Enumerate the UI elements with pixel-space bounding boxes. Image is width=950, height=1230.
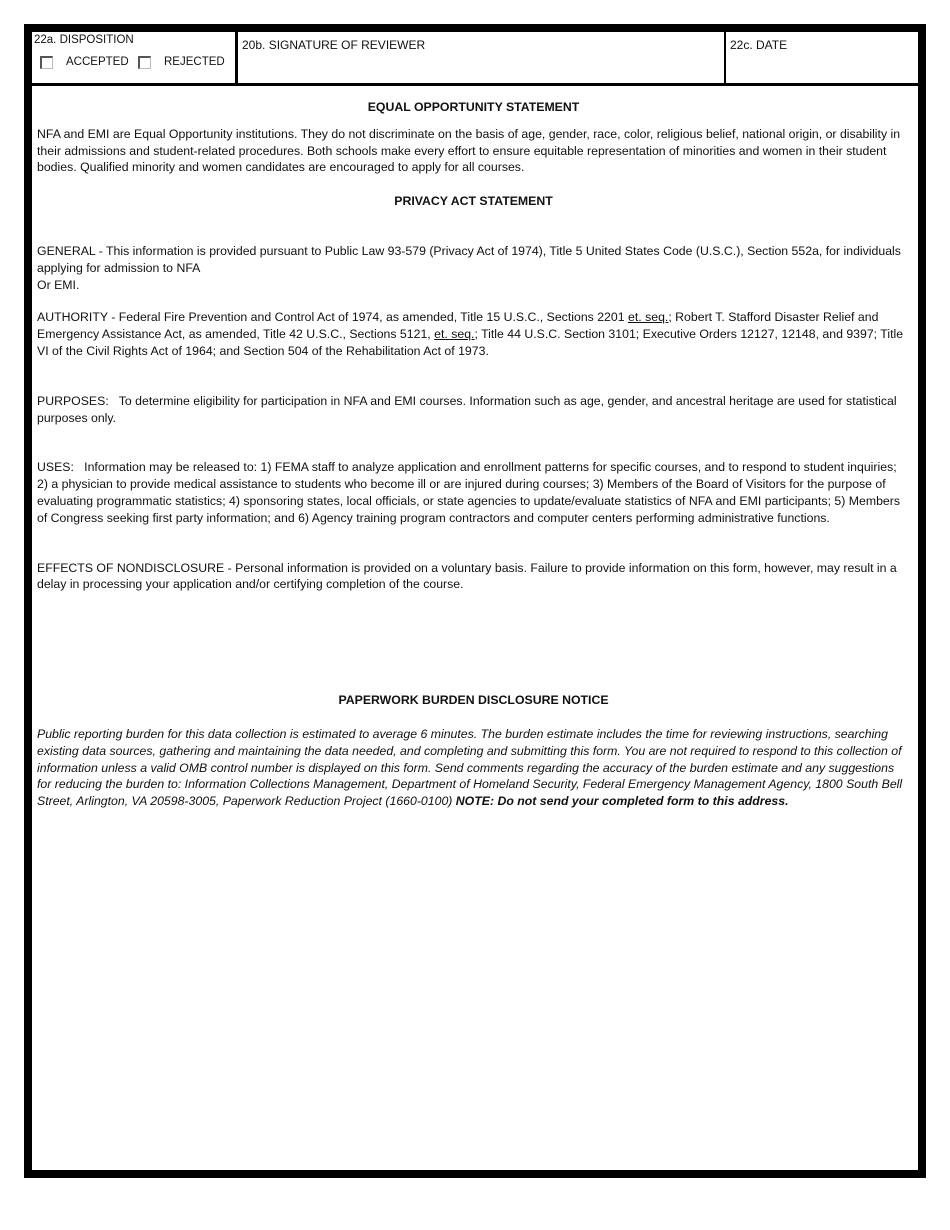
date-label: 22c. DATE (730, 38, 788, 52)
accepted-label: ACCEPTED (66, 56, 129, 68)
authority-et-seq-1: et. seq. (628, 310, 669, 325)
paperwork-text: Public reporting burden for this data collection is estimated to average 6 minutes. The burden estimate includes the time for reviewing instructions, searching existing data sources, gathering and maintaining the data needed, and completing and submitting this form. You are not required to respond to this collection of information unless a valid OMB control number is displayed on this form. Send comments regarding the accuracy of the burden estimate and any suggestions for reducing the burden to: Information Collections Management, Department of Homeland Security, Federal Emergency Management Agency, 1800 South Bell Street, Arlington, VA 20598-3005, Paperwork Reduction Project (1660-0100) (37, 726, 903, 809)
statements-content (37, 86, 910, 810)
rejected-checkbox[interactable] (138, 56, 151, 69)
privacy-act-heading: PRIVACY ACT STATEMENT (394, 194, 553, 209)
privacy-general-line2: Or EMI. (37, 277, 80, 292)
paperwork-body (37, 726, 910, 810)
authority-text-1: AUTHORITY - Federal Fire Prevention and Control Act of 1974, as amended, Title 15 U.S.C., Sections 2201 (37, 310, 628, 325)
paperwork-note: NOTE: Do not send your completed form to this address. (455, 794, 789, 809)
authority-et-seq-2: et. seq. (434, 327, 475, 342)
authority-text-2: ; Robert T. Stafford Disaster Relief and Emergency Assistance Act, as amended, Title 42 U.S.C., Sections 5121, (37, 310, 879, 342)
privacy-general (37, 243, 910, 293)
disposition-cell (32, 32, 238, 83)
privacy-purposes: PURPOSES: To determine eligibility for participation in NFA and EMI courses. Information such as age, gender, and ancestral heritage are used for statistical purposes only. (37, 393, 901, 425)
rejected-label: REJECTED (164, 56, 225, 68)
equal-opportunity-heading: EQUAL OPPORTUNITY STATEMENT (367, 100, 580, 114)
accepted-checkbox[interactable] (40, 56, 53, 69)
paperwork-heading: PAPERWORK BURDEN DISCLOSURE NOTICE (338, 693, 609, 708)
privacy-authority (37, 309, 910, 359)
authority-text-3: ; Title 44 U.S.C. Section 3101; Executive Orders 12127, 12148, and 9397; Title VI of the Civil Rights Act of 1964; and Section 504 of the Rehabilitation Act of 1973. (37, 327, 904, 358)
signature-cell[interactable] (238, 32, 726, 83)
date-cell[interactable] (726, 32, 918, 83)
form-page-frame (24, 24, 926, 1178)
disposition-label: 22a. DISPOSITION (34, 34, 134, 46)
privacy-effects: EFFECTS OF NONDISCLOSURE - Personal information is provided on a voluntary basis. Failure to provide information on this form, however, may result in a delay in processing your application and/or certifying completion of the course. (37, 560, 897, 592)
privacy-uses: USES: Information may be released to: 1) FEMA staff to analyze application and enrollment patterns for specific courses, and to respond to student inquiries; 2) a physician to provide medical assistance to students who become ill or are injured during courses; 3) Members of the Board of Visitors for the purpose of evaluating programmatic statistics; 4) sponsoring states, local officials, or state agencies to update/evaluate statistics of NFA and EMI participants; 5) Members of Congress seeking first party information; and 6) Agency training program contractors and computer centers performing administrative functions. (37, 460, 904, 525)
privacy-general-line1: GENERAL - This information is provided pursuant to Public Law 93-579 (Privacy Act of 1974), Title 5 United States Code (U.S.C.), Section 552a, for individuals applying for admission to NFA (37, 243, 901, 275)
signature-label: 20b. SIGNATURE OF REVIEWER (242, 38, 426, 52)
equal-opportunity-body: NFA and EMI are Equal Opportunity institutions. They do not discriminate on the basis of age, gender, race, color, religious belief, national origin, or disability in their admissions and student-related procedures. Both schools make every effort to ensure equitable representation of minorities and women in their student bodies. Qualified minority and women candidates are encouraged to apply for all courses. (37, 126, 901, 175)
review-header-row (32, 32, 918, 86)
